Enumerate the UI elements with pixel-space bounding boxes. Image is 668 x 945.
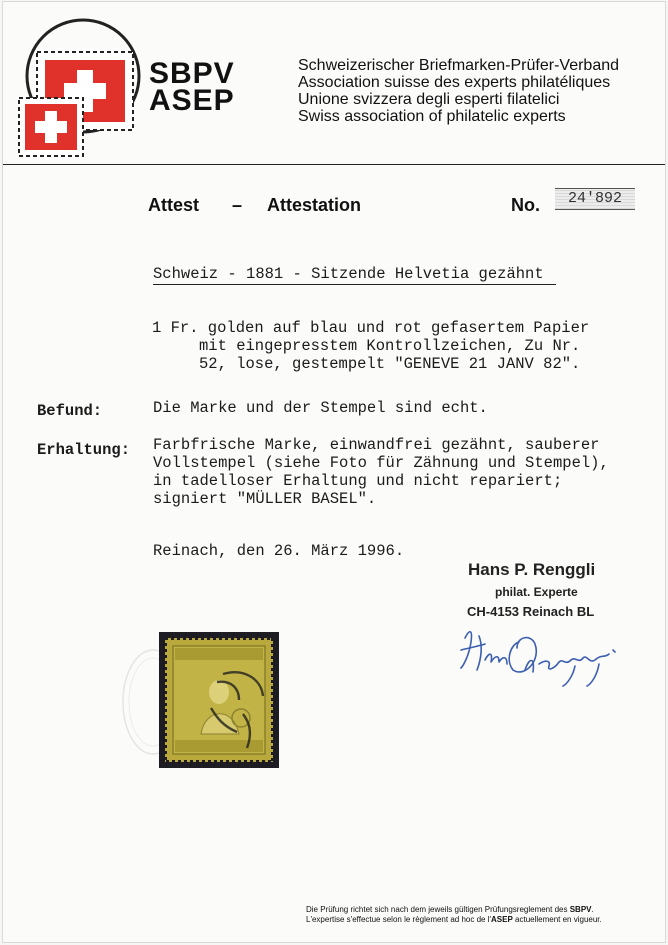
footer-line-de	[306, 905, 602, 915]
description-line-3: 52, lose, gestempelt "GENEVE 21 JANV 82".	[199, 355, 581, 373]
brand-sbpv: SBPV	[149, 57, 235, 90]
befund-label: Befund:	[37, 402, 103, 420]
handwritten-signature	[455, 620, 625, 688]
stamp-photo	[113, 622, 313, 782]
footer-line-de-end: .	[591, 905, 594, 914]
befund-text: Die Marke und der Stempel sind echt.	[153, 399, 488, 417]
title-attest: Attest	[148, 195, 200, 215]
association-name-it: Unione svizzera degli esperti filatelici	[298, 91, 560, 108]
erhaltung-line-4: signiert "MÜLLER BASEL".	[153, 490, 377, 508]
erhaltung-line-2: Vollstempel (siehe Foto für Zähnung und Stempel),	[153, 454, 609, 472]
subject-line: Schweiz - 1881 - Sitzende Helvetia gezähnt	[153, 265, 544, 283]
footer-line-fr-text: L'expertise s'effectue selon le règlement ad hoc de l'	[306, 915, 491, 924]
footer-line-de-bold: SBPV	[569, 905, 592, 914]
title-attestation: Attestation	[267, 195, 361, 215]
expert-title: philat. Experte	[495, 585, 578, 599]
expert-name: Hans P. Renggli	[468, 560, 596, 579]
erhaltung-line-3: in tadelloser Erhaltung und nicht repariert;	[153, 472, 563, 490]
association-name-en: Swiss association of philatelic experts	[298, 108, 566, 125]
certificate-sheet	[3, 2, 665, 942]
association-name-de: Schweizerischer Briefmarken-Prüfer-Verband	[298, 57, 620, 74]
footer-line-fr-end: actuellement en vigueur.	[512, 915, 602, 924]
cert-number-value: 24'892	[555, 188, 635, 210]
cert-number-label: No.	[511, 195, 540, 215]
association-name-fr: Association suisse des experts philatéliques	[298, 74, 611, 91]
brand-wordmark	[149, 57, 235, 117]
association-names	[298, 57, 619, 125]
header-divider	[3, 164, 665, 165]
description-line-1: 1 Fr. golden auf blau und rot gefasertem Papier	[152, 319, 590, 337]
place-date: Reinach, den 26. März 1996.	[153, 542, 405, 560]
sbpv-logo	[15, 18, 145, 158]
footer-line-fr	[306, 915, 602, 925]
expert-address: CH-4153 Reinach BL	[467, 604, 595, 619]
brand-asep: ASEP	[149, 84, 235, 117]
footer-line-fr-bold: ASEP	[491, 915, 513, 924]
subject-underline	[153, 284, 556, 285]
erhaltung-line-1: Farbfrische Marke, einwandfrei gezähnt, sauberer	[153, 436, 600, 454]
footer-note	[306, 905, 602, 925]
description-line-2: mit eingepresstem Kontrollzeichen, Zu Nr.	[199, 337, 581, 355]
title-dash: –	[232, 195, 243, 215]
erhaltung-label: Erhaltung:	[37, 441, 131, 459]
footer-line-de-text: Die Prüfung richtet sich nach dem jeweils gültigen Prüfungsreglement des	[306, 905, 570, 914]
